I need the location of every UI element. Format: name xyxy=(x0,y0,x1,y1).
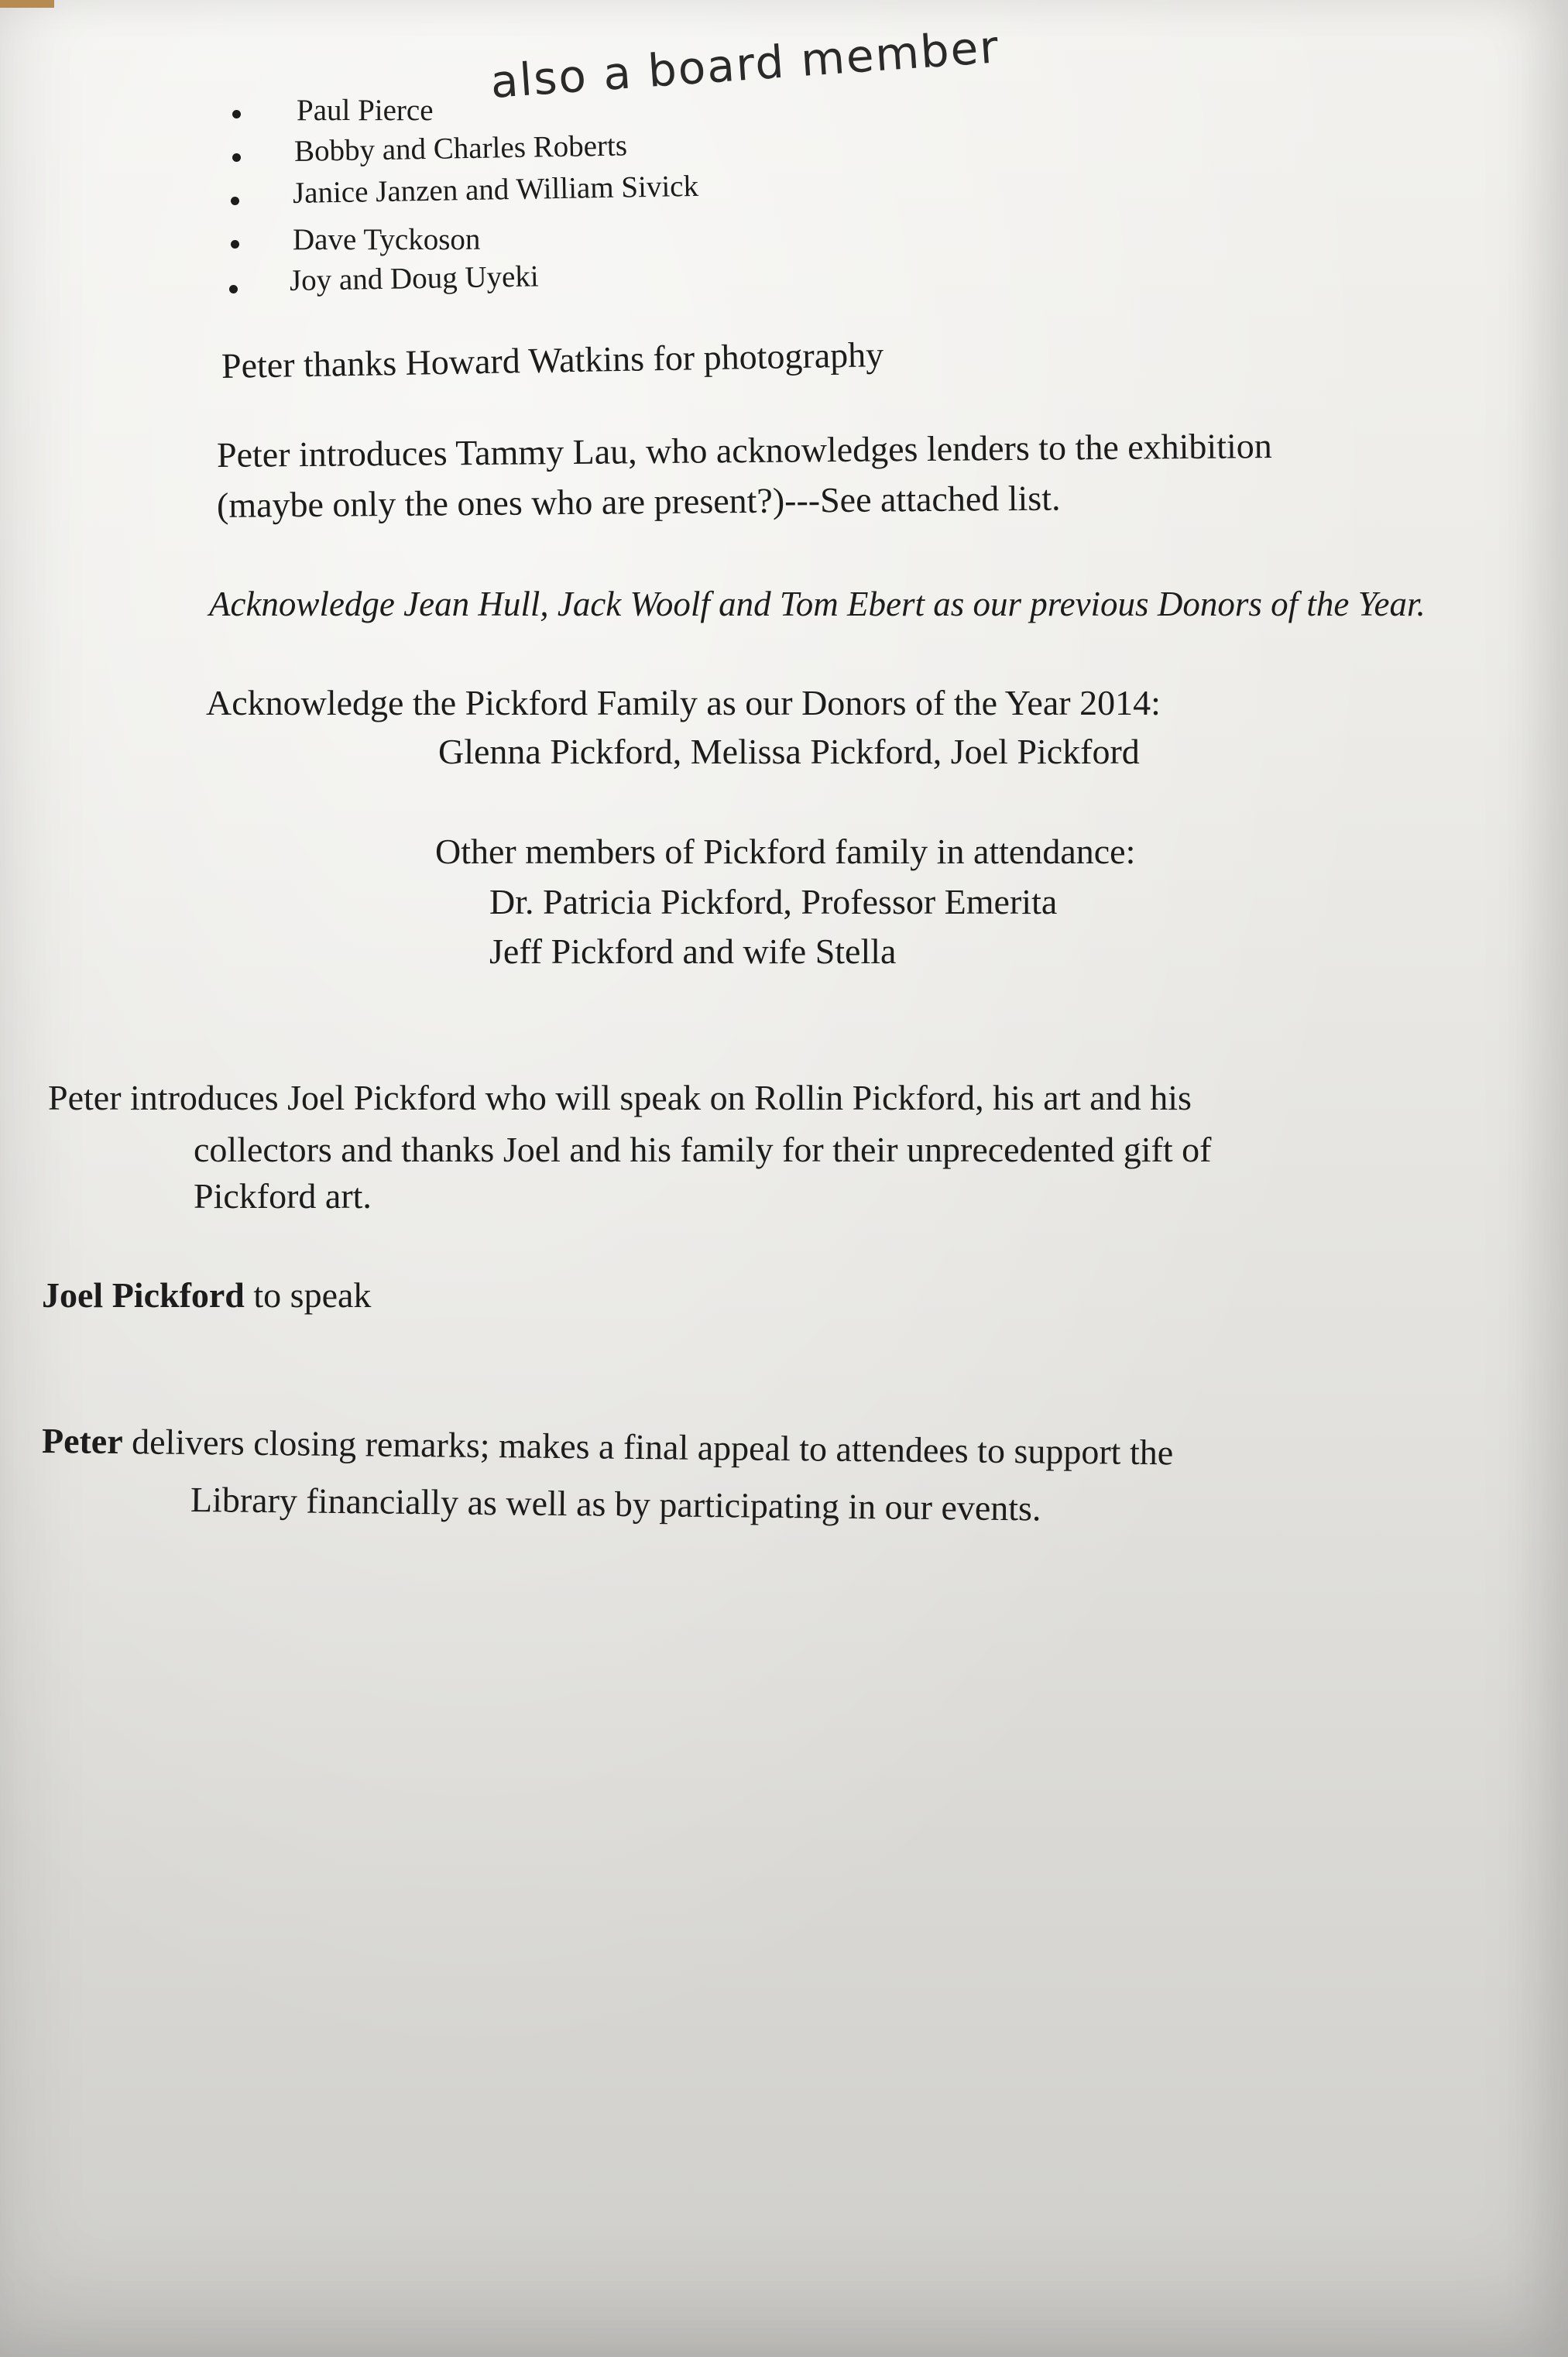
paragraph-line: Peter introduces Joel Pickford who will speak on Rollin Pickford, his art and his xyxy=(48,1078,1192,1117)
member-line: Jeff Pickford and wife Stella xyxy=(489,931,897,971)
list-item: Joy and Doug Uyeki xyxy=(289,259,540,297)
handwritten-note: also a board member xyxy=(489,20,1002,108)
member-line: Dr. Patricia Pickford, Professor Emerita xyxy=(489,882,1058,921)
speaker-name: Peter xyxy=(41,1421,123,1462)
section-heading: Other members of Pickford family in attendance: xyxy=(435,832,1136,871)
paragraph-line: Pickford art. xyxy=(194,1176,372,1216)
paragraph-line: (maybe only the ones who are present?)---See attached list. xyxy=(216,478,1061,525)
paragraph-line: collectors and thanks Joel and his family for their unprecedented gift of xyxy=(194,1130,1212,1169)
bullet-icon xyxy=(231,197,239,205)
photography-line: Peter thanks Howard Watkins for photography xyxy=(221,335,884,386)
paragraph-line xyxy=(41,1421,1174,1473)
paragraph-line: Peter introduces Tammy Lau, who acknowledges lenders to the exhibition xyxy=(216,426,1272,475)
joel-speaks-line xyxy=(42,1275,372,1315)
desk-corner xyxy=(0,0,54,8)
speaker-name: Joel Pickford xyxy=(42,1275,245,1315)
previous-donors-line: Acknowledge Jean Hull, Jack Woolf and Tom Ebert as our previous Donors of the Year. xyxy=(209,585,1426,623)
list-item: Dave Tyckoson xyxy=(293,223,481,256)
section-heading: Acknowledge the Pickford Family as our Donors of the Year 2014: xyxy=(206,683,1161,722)
list-item: Bobby and Charles Roberts xyxy=(293,129,628,168)
bullet-icon xyxy=(232,110,241,118)
list-item: Paul Pierce xyxy=(297,94,434,127)
list-item: Janice Janzen and William Sivick xyxy=(292,169,699,210)
bullet-icon xyxy=(232,153,241,162)
closing-text: delivers closing remarks; makes a final appeal to attendees to support the xyxy=(122,1422,1174,1473)
paragraph-line: Library financially as well as by participating in our events. xyxy=(190,1480,1041,1528)
bullet-icon xyxy=(229,285,238,293)
speaker-action: to speak xyxy=(244,1275,372,1315)
donor-names: Glenna Pickford, Melissa Pickford, Joel Pickford xyxy=(438,732,1140,771)
bullet-icon xyxy=(231,240,239,249)
